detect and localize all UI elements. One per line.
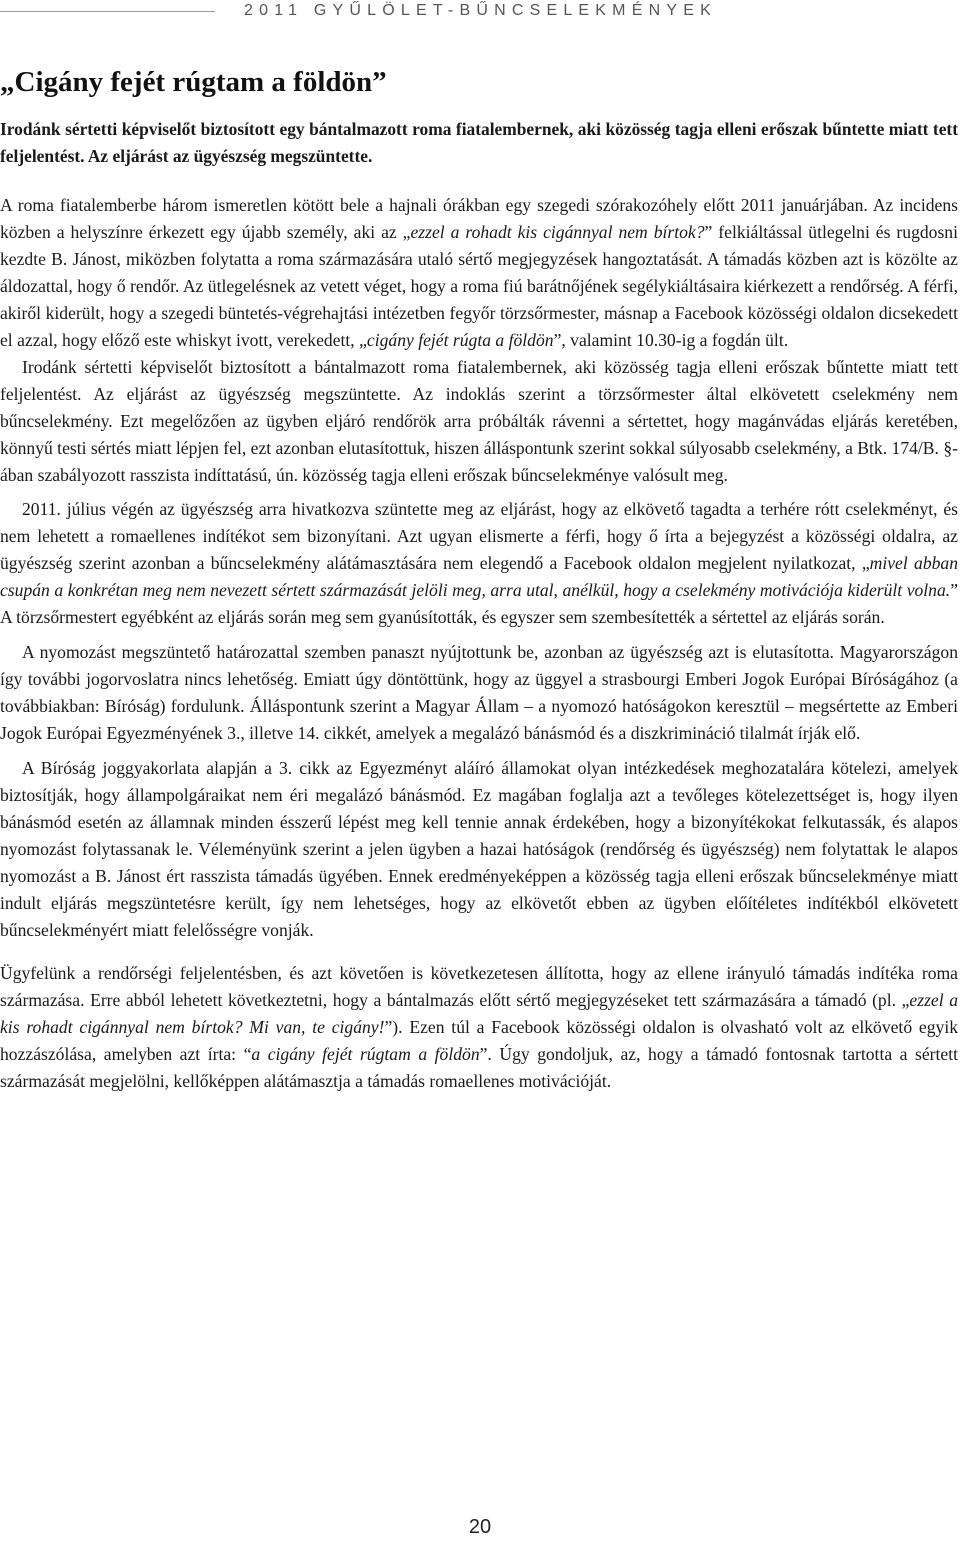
text-run: ”, valamint 10.30-ig a fogdán ült. <box>553 329 789 350</box>
paragraph-4: A nyomozást megszüntető határozattal szemben panaszt nyújtottunk be, azonban az ügyészség azt is elutasította. Magyarországon így további jogorvoslatra nincs lehetőség. Emiatt úgy döntöttünk, hogy az üggyel a strasbourgi Emberi Jogok Európai Bíróságához (a továbbiakban: Bíróság) fordulunk. Álláspontunk szerint a Magyar Állam – a nyomozó hatóságokon keresztül – megsértette az Emberi Jogok Európai Egyezményének 3., illetve 14. cikkét, amelyek a megalázó bánásmód és a diszkrimináció tilalmát írják elő. <box>0 642 958 744</box>
running-head: 2011 GYŰLÖLET-BŰNCSELEKMÉNYEK <box>244 2 717 19</box>
quote: cigány fejét rúgta a földön <box>366 329 554 350</box>
text-run: ” felkiáltással ütlegelni és rugdosni kezdte B. Jánost, miközben folytatta a roma származására utaló sértő megjegyzések hangoztatását. A támadás közben azt is közölte az áldozattal, hogy ő rendőr. Az ütlegelésnek az vetett véget, hogy a roma fiú barátnőjének segélykiáltásaira kiérkezett a rendőrség. A férfi, akiről kiderült, hogy a szegedi büntetés-végrehajtási intézetben fegyőr törzsőrmester, másnap a Facebook közösségi oldalon dicsekedett el azzal, hogy előző este whiskyt ivott, verekedett, „ <box>0 221 958 350</box>
paragraph-1 <box>0 192 958 354</box>
text-run: 2011. július végén az ügyészség arra hivatkozva szüntette meg az eljárást, hogy az elkövető tagadta a terhére rótt cselekményt, és nem lehetett a romaellenes indítékot sem bizonyítani. Azt ugyan elismerte a férfi, hogy ő írta a bejegyzést a közösségi oldalra, az ügyészség szerint azonban a bűncselekmény alátámasztására nem elegendő a Facebook oldalon megjelent nyilatkozat, „ <box>0 499 958 574</box>
page-number: 20 <box>468 1516 492 1538</box>
quote: ezzel a kis rohadt cigánnyal nem bírtok? Mi van, te cigány! <box>0 989 958 1037</box>
quote: mivel abban csupán a konkrétan meg nem nevezett sértett származását jelöli meg, arra utal, anélkül, hogy a cselekmény motivációja kiderült volna. <box>0 553 959 601</box>
paragraph-6 <box>0 960 958 1095</box>
quote: ezzel a rohadt kis cigánnyal nem bírtok? <box>410 221 705 242</box>
paragraph-2: Irodánk sértetti képviselőt biztosított a bántalmazott roma fiatalembernek, aki közösség tagja elleni erőszak bűntette miatt tett feljelentést. Az eljárást az ügyészség megszüntette. Az indoklás szerint a törzsőrmester által elkövetett cselekmény nem bűncselekmény. Ezt megelőzően az ügyben eljáró rendőrök arra próbálták rávenni a sértettet, hogy magánvádas eljárás keretében, könnyű testi sértés miatt lépjen fel, ezt azonban elutasítottuk, hiszen álláspontunk szerint sokkal súlyosabb cselekmény, a Btk. 174/B. §-ában szabályozott rasszista indíttatású, ún. közösség tagja elleni erőszak bűncselekménye valósult meg. <box>0 356 958 485</box>
text-run: Ügyfelünk a rendőrségi feljelentésben, és azt követően is következetesen állította, hogy az ellene irányuló támadás indítéka roma származása. Erre abból lehetett következtetni, hogy a bántalmazás előtt sértő megjegyzéseket tett származására a támadó (pl. „ <box>0 962 958 1010</box>
text-run: ” A törzsőrmestert egyébként az eljárás során meg sem gyanúsították, és egyszer sem szembesítették a sértettel az eljárás során. <box>0 580 958 628</box>
text-run: ”). Ezen túl a Facebook közösségi oldalon is olvasható volt az elkövető egyik hozzászólása, amelyben azt írta: “ <box>0 1016 958 1064</box>
article <box>0 64 958 1095</box>
paragraph-3 <box>0 496 958 631</box>
text-run: A roma fiatalemberbe három ismeretlen kötött bele a hajnali órákban egy szegedi szórakozóhely előtt 2011 januárjában. Az incidens közben a helyszínre érkezett egy újabb személy, aki az „ <box>0 195 958 242</box>
header-rule <box>0 11 215 12</box>
article-title: „Cigány fejét rúgtam a földön” <box>0 66 387 98</box>
article-body <box>0 192 958 1095</box>
text-run: ”. Úgy gondoljuk, az, hogy a támadó fontosnak tartotta a sértett származását megjelölni, kellőképpen alátámasztja a támadás romaellenes motivációját. <box>0 1043 959 1091</box>
article-lead: Irodánk sértetti képviselőt biztosított egy bántalmazott roma fiatalembernek, aki közösség tagja elleni erőszak bűntette miatt tett feljelentést. Az eljárást az ügyészség megszüntette. <box>0 119 958 166</box>
paragraph-5: A Bíróság joggyakorlata alapján a 3. cikk az Egyezményt aláíró államokat olyan intézkedések meghozatalára kötelezi, amelyek biztosítják, hogy állampolgáraikat nem éri megalázó bánásmód. Ez magában foglalja azt a tevőleges kötelezettséget is, hogy ilyen bánásmód esetén az államnak minden ésszerű lépést meg kell tennie annak érdekében, hogy a bizonyítékokat felkutassák, és alapos nyomozást folytassanak le. Véleményünk szerint a jelen ügyben a hazai hatóságok (rendőrség és ügyészség) nem folytattak le alapos nyomozást a B. Jánost ért rasszista támadás ügyében. Ennek eredményeképpen a közösség tagja elleni erőszak bűncselekménye miatt indult eljárás megszüntetésre került, így nem lehetséges, hogy az elkövetőt ebben az ügyben előítéletes indítékból elkövetett bűncselekményért miatt felelősségre vonják. <box>0 758 958 940</box>
quote: a cigány fejét rúgtam a földön <box>251 1043 480 1064</box>
